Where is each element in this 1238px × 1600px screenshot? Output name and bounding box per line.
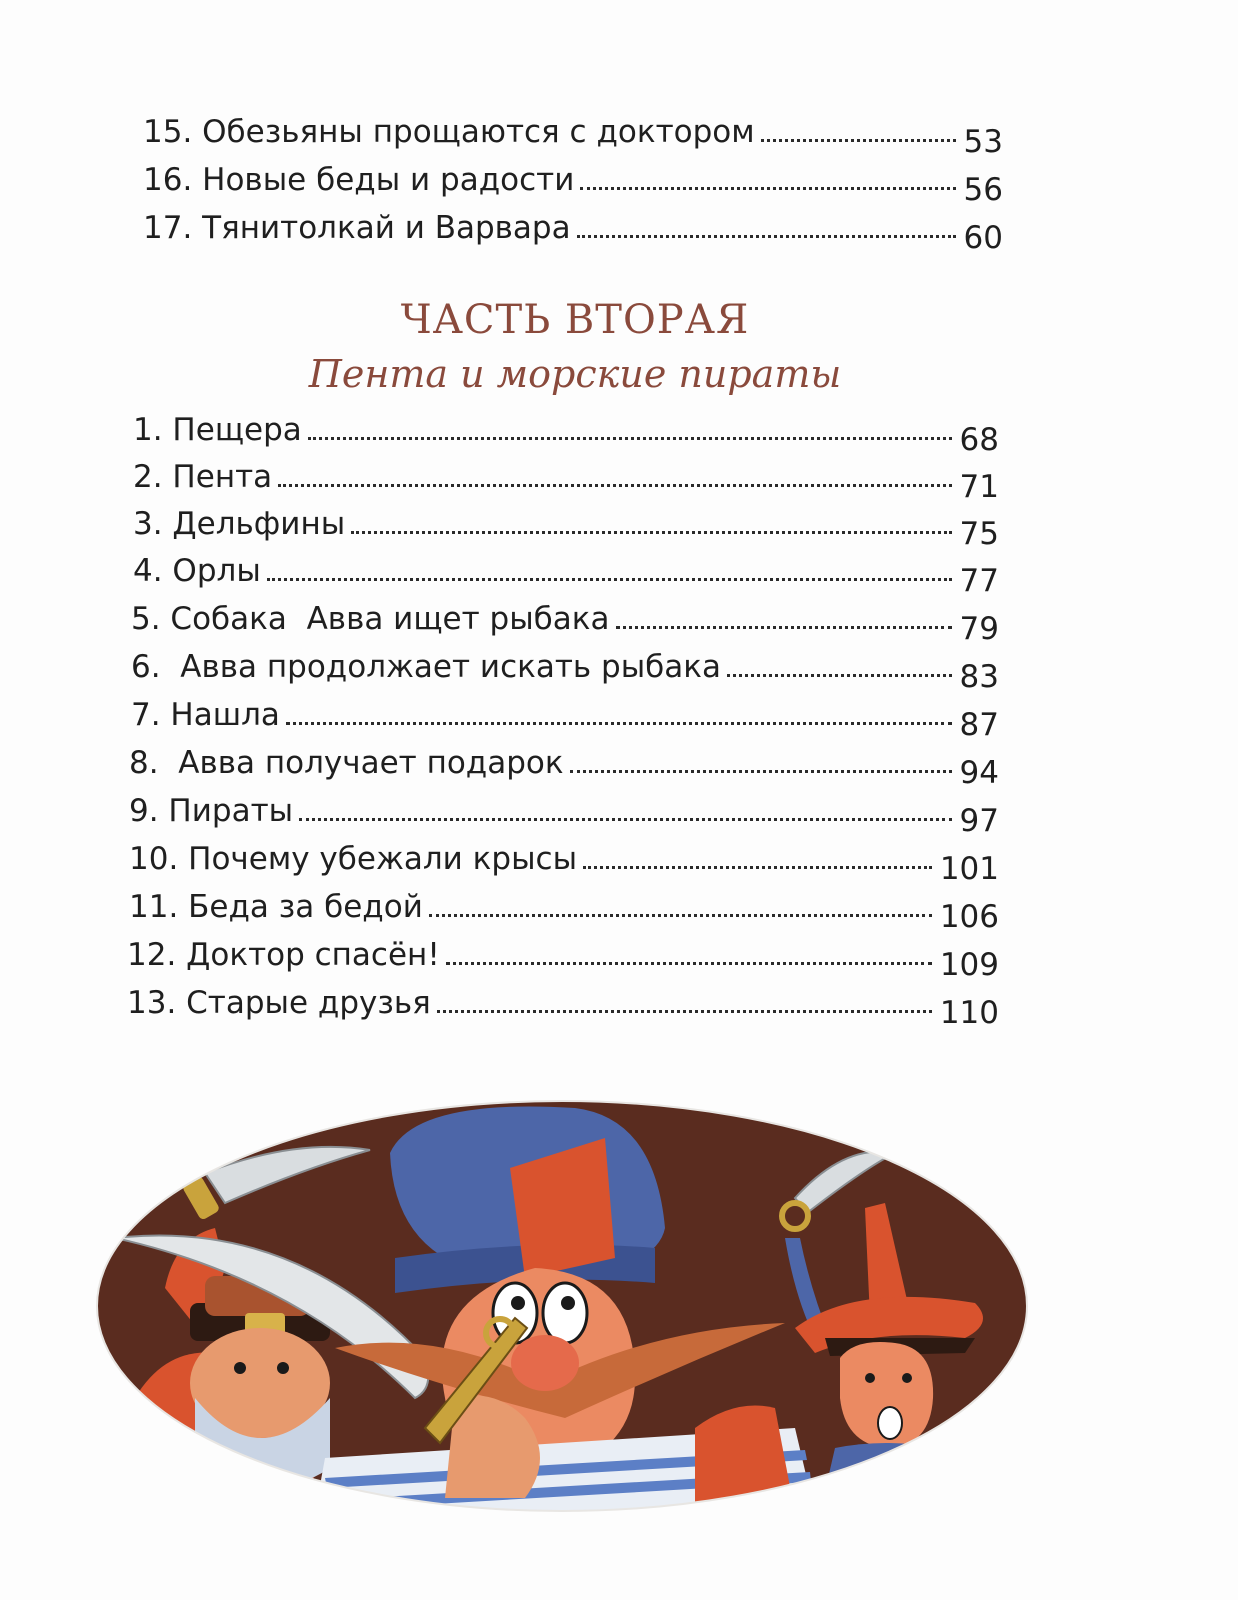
toc-entry-page: 110 [939,995,999,1031]
dot-leader [446,962,932,965]
toc-entry-title: 17. Тянитолкай и Варвара [143,210,571,246]
toc-entry[interactable] [127,983,999,1031]
dot-leader [727,674,952,677]
pirates-illustration [95,1098,1030,1513]
toc-entry[interactable] [129,839,999,887]
dot-leader [761,139,956,142]
toc-entry-title: 2. Пента [133,459,273,495]
toc-entry-page: 68 [959,422,999,458]
toc-entry-page: 56 [963,172,1003,208]
toc-entry-title: 5. Собака Авва ищет рыбака [131,601,610,637]
dot-leader [616,626,952,629]
toc-entry-page: 83 [959,659,999,695]
toc-entry-title: 6. Авва продолжает искать рыбака [131,649,721,685]
toc-entry-title: 8. Авва получает подарок [129,745,564,781]
dot-leader [286,722,952,725]
dot-leader [351,531,951,534]
part-two-title: ЧАСТЬ ВТОРАЯ [400,297,750,343]
toc-entry-title: 9. Пираты [129,793,294,829]
dot-leader [278,484,951,487]
toc-entry[interactable] [129,743,999,791]
dot-leader [583,866,932,869]
toc-entry-page: 109 [939,947,999,983]
toc-entry[interactable] [129,791,999,839]
toc-entry[interactable] [143,160,1003,208]
toc-entry-title: 10. Почему убежали крысы [129,841,578,877]
toc-entry-title: 15. Обезьяны прощаются с доктором [143,114,755,150]
toc-entry-page: 53 [963,124,1003,160]
dot-leader [267,578,952,581]
toc-entry-title: 3. Дельфины [133,506,346,542]
toc-entry-title: 1. Пещера [133,412,302,448]
toc-entry-title: 7. Нашла [131,697,280,733]
toc-entry[interactable] [131,647,999,695]
dot-leader [429,914,932,917]
toc-entry-page: 106 [939,899,999,935]
dot-leader [308,437,952,440]
part-two-subtitle: Пента и морские пираты [308,352,842,396]
toc-entry-title: 13. Старые друзья [127,985,431,1021]
toc-entry-title: 12. Доктор спасён! [127,937,440,973]
toc-entry-page: 87 [959,707,999,743]
toc-entry-page: 94 [959,755,999,791]
toc-entry[interactable] [129,887,999,935]
toc-entry[interactable] [143,112,1003,160]
toc-entry[interactable] [131,695,999,743]
dot-leader [577,235,956,238]
toc-entry-page: 75 [959,516,999,552]
toc-entry-page: 60 [963,220,1003,256]
toc-entry-title: 16. Новые беды и радости [143,162,575,198]
toc-entry[interactable] [127,935,999,983]
toc-entry-title: 11. Беда за бедой [129,889,423,925]
toc-entry-page: 97 [959,803,999,839]
toc-entry-page: 77 [959,563,999,599]
dot-leader [570,770,952,773]
toc-entry[interactable] [133,410,999,458]
toc-entry-page: 79 [959,611,999,647]
toc-entry[interactable] [131,599,999,647]
toc-entry-title: 4. Орлы [133,553,261,589]
toc-entry-page: 71 [959,469,999,505]
toc-entry[interactable] [133,551,999,599]
toc-entry[interactable] [143,208,1003,256]
toc-entry[interactable] [133,504,999,552]
dot-leader [580,187,955,190]
dot-leader [437,1010,932,1013]
toc-entry[interactable] [133,457,999,505]
dot-leader [299,818,951,821]
toc-entry-page: 101 [939,851,999,887]
